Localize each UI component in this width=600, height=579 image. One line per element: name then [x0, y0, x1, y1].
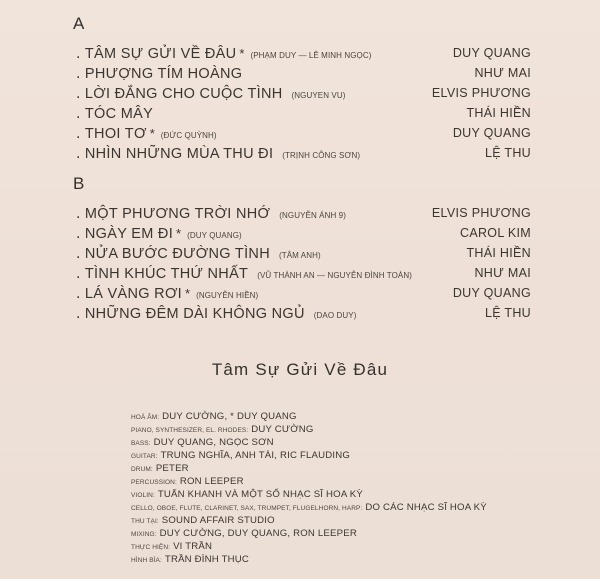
track-title: LÁ VÀNG RƠI [84, 286, 183, 302]
credit-role: MIXING: [131, 531, 157, 538]
credit-line [131, 471, 244, 487]
track-composer: (ĐỨC QUỲNH) [160, 131, 217, 140]
track-star: * [149, 126, 155, 141]
credit-line [131, 406, 297, 422]
track-bullet: . [76, 85, 85, 102]
track-row [76, 105, 531, 125]
track-composer: (NGUYEN VU) [291, 91, 346, 100]
track-title: LỜI ĐẮNG CHO CUỘC TÌNH [84, 86, 283, 102]
track-bullet: . [76, 305, 85, 322]
track-artist: LỆ THU [484, 146, 531, 160]
credit-role: THỰC HIỆN: [131, 544, 171, 551]
track-bullet: . [76, 265, 85, 282]
credit-people: PETER [155, 463, 189, 474]
track-title: NỬA BƯỚC ĐƯỜNG TÌNH [84, 246, 270, 262]
credit-role: PERCUSSION: [131, 479, 177, 486]
credit-role: GUITAR: [131, 453, 158, 460]
track-title: NHÌN NHỮNG MÙA THU ĐI [84, 146, 274, 162]
credit-people: DUY CƯỜNG, * DUY QUANG [162, 411, 297, 422]
track-row [76, 125, 531, 145]
track-bullet: . [76, 125, 85, 142]
credit-people: RON LEEPER [179, 476, 244, 487]
credit-role: DRUM: [131, 466, 153, 473]
track-artist: DUY QUANG [452, 286, 531, 300]
track-bullet: . [76, 145, 85, 162]
track-bullet: . [76, 105, 85, 122]
track-bullet: . [76, 65, 85, 82]
track-bullet: . [76, 225, 85, 242]
track-row [76, 305, 531, 325]
credit-role: BASS: [131, 440, 151, 447]
side-b-label: B [73, 174, 85, 193]
track-composer: (NGUYỄN ÁNH 9) [279, 211, 346, 220]
track-row [76, 45, 531, 65]
track-row [76, 65, 531, 85]
track-composer: (TÂM ANH) [278, 251, 321, 260]
credit-people: DO CÁC NHẠC SĨ HOA KỲ [365, 502, 487, 513]
credit-role: CELLO, OBOE, FLUTE, CLARINET, SAX, TRUMPET, FLUGELHORN, HARP: [131, 505, 363, 512]
track-composer: (TRỊNH CÔNG SƠN) [282, 151, 361, 160]
track-artist: LỆ THU [484, 306, 531, 320]
credit-role: PIANO, SYNTHESIZER, EL. RHODES: [131, 427, 249, 434]
credit-role: VIOLIN: [131, 492, 155, 499]
track-title: PHƯỢNG TÍM HOÀNG [84, 66, 243, 82]
track-artist: NHƯ MAI [474, 66, 531, 80]
track-composer: (NGUYỄN HIỀN) [196, 291, 259, 300]
track-row [76, 285, 531, 305]
track-artist: DUY QUANG [452, 46, 531, 60]
track-bullet: . [76, 285, 85, 302]
track-artist: ELVIS PHƯƠNG [431, 86, 531, 100]
credit-people: DUY CƯỜNG, DUY QUANG, RON LEEPER [159, 528, 357, 539]
credit-line [131, 523, 357, 539]
track-composer: (PHẠM DUY — LÊ MINH NGỌC) [250, 51, 372, 60]
credit-people: VI TRẦN [173, 541, 213, 552]
track-star: * [185, 286, 191, 301]
credit-line [131, 484, 363, 500]
track-title: NGÀY EM ĐI [84, 226, 174, 242]
track-bullet: . [76, 45, 85, 62]
track-composer: (DAO DUY) [313, 311, 357, 320]
credit-role: THU TẠI: [131, 518, 159, 525]
credit-line [131, 510, 275, 526]
credits-title: Tâm Sự Gửi Về Đâu [211, 360, 389, 379]
credit-role: HÌNH BÌA: [131, 557, 162, 564]
credit-line [131, 536, 213, 552]
track-row [76, 85, 531, 105]
track-title: NHỮNG ĐÊM DÀI KHÔNG NGỦ [84, 306, 305, 322]
track-composer: (DUY QUANG) [187, 231, 242, 240]
credit-line [131, 549, 250, 565]
side-a-label: A [73, 14, 85, 33]
credit-people: SOUND AFFAIR STUDIO [161, 515, 275, 526]
credit-people: DUY CƯỜNG [251, 424, 314, 435]
track-bullet: . [76, 205, 85, 222]
track-row [76, 145, 531, 165]
credit-line [131, 419, 314, 435]
credit-line [131, 445, 351, 461]
track-row [76, 205, 531, 225]
track-star: * [176, 226, 182, 241]
track-artist: ELVIS PHƯƠNG [431, 206, 531, 220]
credit-people: TRẦN ĐÌNH THỤC [164, 554, 250, 565]
credit-people: TRUNG NGHĨA, ANH TÀI, RIC FLAUDING [160, 450, 351, 461]
track-title: TÌNH KHÚC THỨ NHẤT [84, 266, 249, 282]
credit-line [131, 458, 189, 474]
credit-line [131, 497, 487, 513]
credit-role: HOÀ ÂM: [131, 414, 160, 421]
track-title: THOI TƠ [84, 126, 147, 142]
track-title: TÓC MÂY [84, 106, 154, 122]
track-artist: THÁI HIỀN [466, 106, 531, 120]
track-bullet: . [76, 245, 85, 262]
credit-people: TUẤN KHANH VÀ MỘT SỐ NHẠC SĨ HOA KỲ [157, 489, 363, 500]
track-title: TÂM SỰ GỬI VỀ ĐÂU [84, 46, 237, 62]
track-composer: (VŨ THÀNH AN — NGUYỄN ĐÌNH TOÀN) [257, 271, 412, 280]
track-row [76, 265, 531, 285]
credit-line [131, 432, 274, 448]
track-artist: CAROL KIM [460, 226, 531, 240]
track-row [76, 245, 531, 265]
credit-people: DUY QUANG, NGỌC SƠN [153, 437, 274, 448]
track-star: * [239, 46, 245, 61]
track-artist: DUY QUANG [452, 126, 531, 140]
track-artist: THÁI HIỀN [466, 246, 531, 260]
track-row [76, 225, 531, 245]
track-title: MỘT PHƯƠNG TRỜI NHỚ [84, 206, 271, 222]
track-artist: NHƯ MAI [474, 266, 531, 280]
